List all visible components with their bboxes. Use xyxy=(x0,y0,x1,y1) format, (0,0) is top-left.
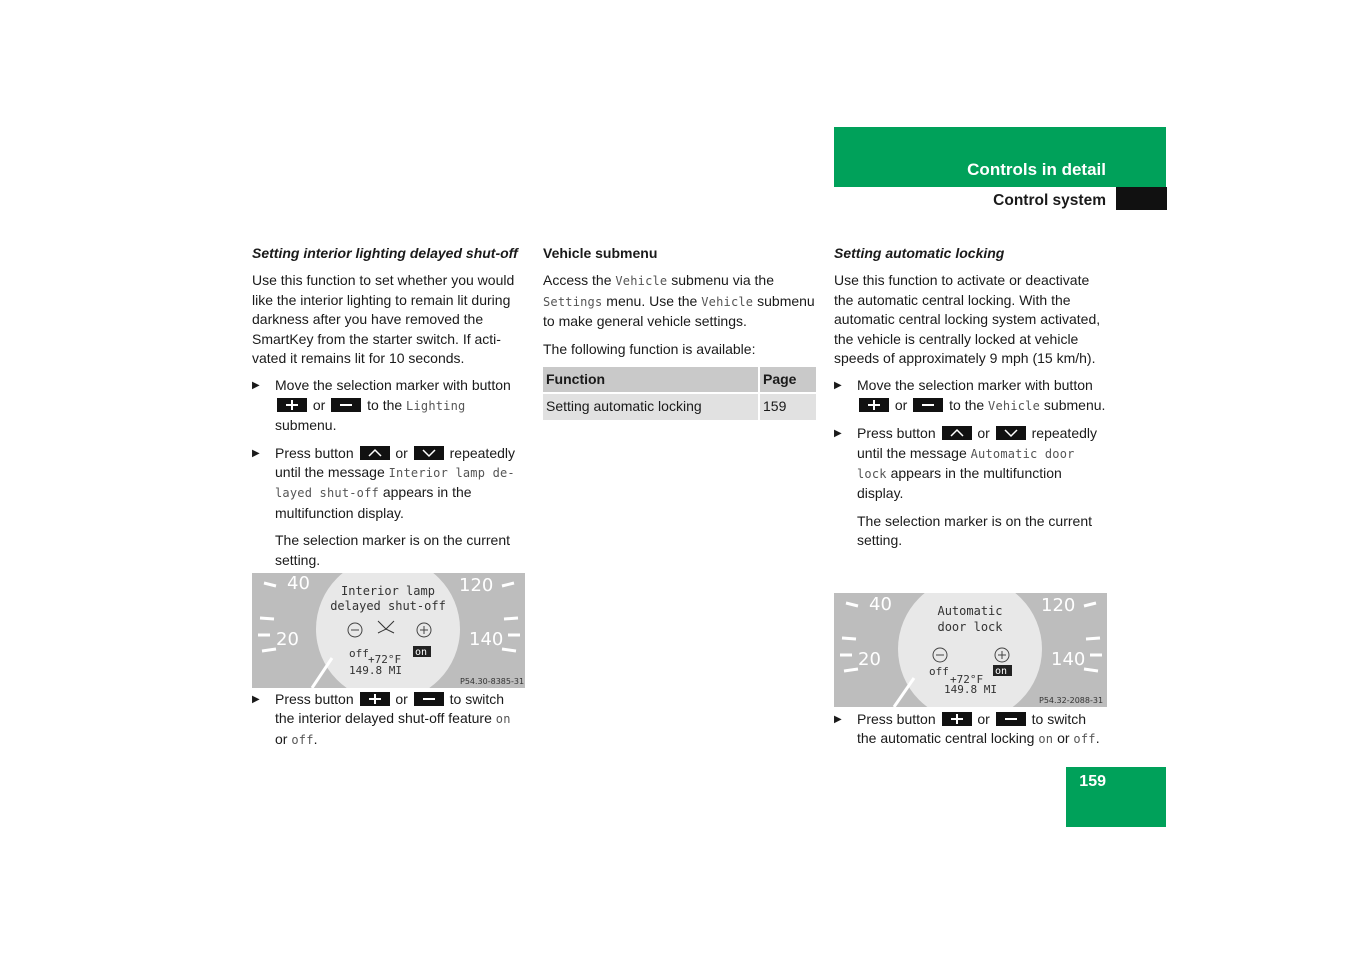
function-table xyxy=(543,367,816,420)
value-on: on xyxy=(495,712,511,727)
vehicle-intro: Access the Vehicle submenu via the Settings menu. Use the Vehicle submenu to make general vehicle settings. xyxy=(543,272,815,330)
multifunction-display-image xyxy=(834,593,1107,707)
section-tab xyxy=(834,127,1166,187)
display-line-1: Interior lamp xyxy=(341,584,435,598)
step-text: to the xyxy=(367,396,403,413)
step-text: or xyxy=(894,396,908,413)
up-button-icon xyxy=(942,426,972,440)
step-text: or xyxy=(977,711,990,727)
step-text: Move the selection marker with button xyxy=(275,377,511,394)
section-title: Controls in detail xyxy=(967,160,1106,179)
table-cell-function: Setting automatic locking xyxy=(543,392,758,419)
step-note: The selection marker is on the current setting. xyxy=(275,532,510,568)
display-message: Automatic door lock xyxy=(857,446,1075,482)
step-text: repeatedly until the message xyxy=(857,425,1098,461)
column-automatic-locking-continued xyxy=(834,710,1108,758)
table-row xyxy=(543,392,816,419)
multifunction-display-image xyxy=(252,573,525,688)
step-text: or xyxy=(312,396,326,413)
function-available-text: The following function is available: xyxy=(543,340,756,357)
step-text: to switch the interior delayed shut-off feature xyxy=(275,691,505,727)
step-2 xyxy=(252,444,526,524)
bullet-icon: ▶ xyxy=(834,380,842,392)
step-text: to the xyxy=(949,396,985,413)
speed-tick-40: 40 xyxy=(287,573,310,594)
heading-vehicle-submenu: Vehicle submenu xyxy=(543,245,658,261)
step-3 xyxy=(834,710,1108,750)
step-2 xyxy=(834,424,1108,504)
heading-automatic-locking: Setting automatic locking xyxy=(834,245,1005,261)
down-button-icon xyxy=(414,446,444,460)
plus-button-icon xyxy=(277,398,307,412)
subtitle-marker xyxy=(1116,187,1167,210)
intro-text: Use this function to set whether you would like the interior lighting to remain lit during darkness after you have removed the SmartKey from the starter switch. If acti-vated it remains lit for 10 seconds. xyxy=(252,272,515,367)
display-line-1: Automatic xyxy=(937,604,1003,618)
step-text: Press button xyxy=(857,711,936,727)
column-vehicle-submenu xyxy=(543,244,818,420)
menu-name: Lighting xyxy=(406,398,466,413)
page-number-tab xyxy=(1066,767,1166,827)
bullet-icon: ▶ xyxy=(252,447,260,459)
menu-name: Settings xyxy=(543,294,603,309)
step-note: The selection marker is on the current setting. xyxy=(857,512,1092,549)
step-text: or xyxy=(395,691,408,707)
minus-button-icon xyxy=(331,398,361,412)
speed-tick-140: 140 xyxy=(1051,649,1086,670)
table-cell-page: 159 xyxy=(758,392,816,419)
speed-tick-140: 140 xyxy=(469,629,504,650)
bullet-icon: ▶ xyxy=(252,694,260,705)
bullet-icon: ▶ xyxy=(834,714,842,725)
step-text: Press button xyxy=(275,691,354,707)
page-number: 159 xyxy=(1079,773,1106,790)
option-on: on xyxy=(415,647,428,658)
value-on: on xyxy=(1038,732,1054,747)
menu-name: Vehicle xyxy=(615,274,668,289)
value-off: off xyxy=(1073,732,1096,747)
option-off: off xyxy=(929,665,949,678)
image-reference: P54.32-2088-31 xyxy=(1039,696,1104,705)
image-reference: P54.30-8385-31 xyxy=(460,677,525,686)
step-text: or xyxy=(1057,730,1070,747)
bullet-icon: ▶ xyxy=(834,428,842,440)
display-line-2: delayed shut-off xyxy=(330,599,446,613)
table-header-page: Page xyxy=(758,367,816,392)
speed-tick-20: 20 xyxy=(276,629,299,650)
step-text: or xyxy=(977,425,990,442)
odometer: 149.8 MI xyxy=(349,664,402,677)
plus-button-icon xyxy=(360,692,390,706)
step-text: to switch the automatic central locking xyxy=(857,711,1087,747)
step-text: Press button xyxy=(857,425,936,442)
plus-button-icon xyxy=(859,398,889,412)
minus-button-icon xyxy=(913,398,943,412)
step-text: or xyxy=(395,444,408,461)
step-text: Press button xyxy=(275,444,354,461)
step-text: . xyxy=(1095,730,1100,747)
step-text: . xyxy=(313,730,318,747)
minus-button-icon xyxy=(996,712,1026,726)
step-text: Move the selection marker with button xyxy=(857,377,1093,394)
step-1 xyxy=(252,376,526,435)
temperature: +72°F xyxy=(950,673,984,686)
value-off: off xyxy=(291,732,314,747)
display-message: Interior lamp de-layed shut-off xyxy=(275,466,515,501)
odometer: 149.8 MI xyxy=(944,683,997,696)
step-text: submenu. xyxy=(275,417,337,434)
step-text: appears in the multifunction display. xyxy=(857,465,1062,502)
intro-text: Use this function to activate or deactivate the automatic central locking. With the automatic central locking system activated, the vehicle is centrally locked at vehicle speeds of approximately 9 mph (15 km/h). xyxy=(834,272,1101,367)
step-3 xyxy=(252,690,526,750)
temperature: +72°F xyxy=(368,653,402,666)
step-1 xyxy=(834,376,1108,416)
heading-interior-lighting: Setting interior lighting delayed shut-off xyxy=(252,245,518,261)
speed-tick-40: 40 xyxy=(869,594,892,615)
table-header-function: Function xyxy=(543,367,758,392)
option-off: off xyxy=(349,647,369,660)
menu-name: Vehicle xyxy=(988,398,1041,413)
step-text: appears in the multifunction display. xyxy=(275,484,472,521)
column-automatic-locking xyxy=(834,244,1108,559)
option-on: on xyxy=(995,666,1008,677)
menu-name: Vehicle xyxy=(701,294,754,309)
bullet-icon: ▶ xyxy=(252,380,260,392)
step-text: submenu. xyxy=(1043,396,1106,413)
table-header-row xyxy=(543,367,816,392)
minus-button-icon xyxy=(414,692,444,706)
column-interior-lighting-continued xyxy=(252,690,526,758)
step-text: or xyxy=(275,730,288,747)
speed-tick-120: 120 xyxy=(459,575,494,596)
section-subtitle: Control system xyxy=(993,192,1106,209)
plus-button-icon xyxy=(942,712,972,726)
step-text: repeatedly until the message xyxy=(275,444,516,481)
speed-tick-120: 120 xyxy=(1041,595,1076,616)
display-line-2: door lock xyxy=(937,620,1003,634)
speed-tick-20: 20 xyxy=(858,649,881,670)
column-interior-lighting xyxy=(252,244,526,578)
down-button-icon xyxy=(996,426,1026,440)
up-button-icon xyxy=(360,446,390,460)
